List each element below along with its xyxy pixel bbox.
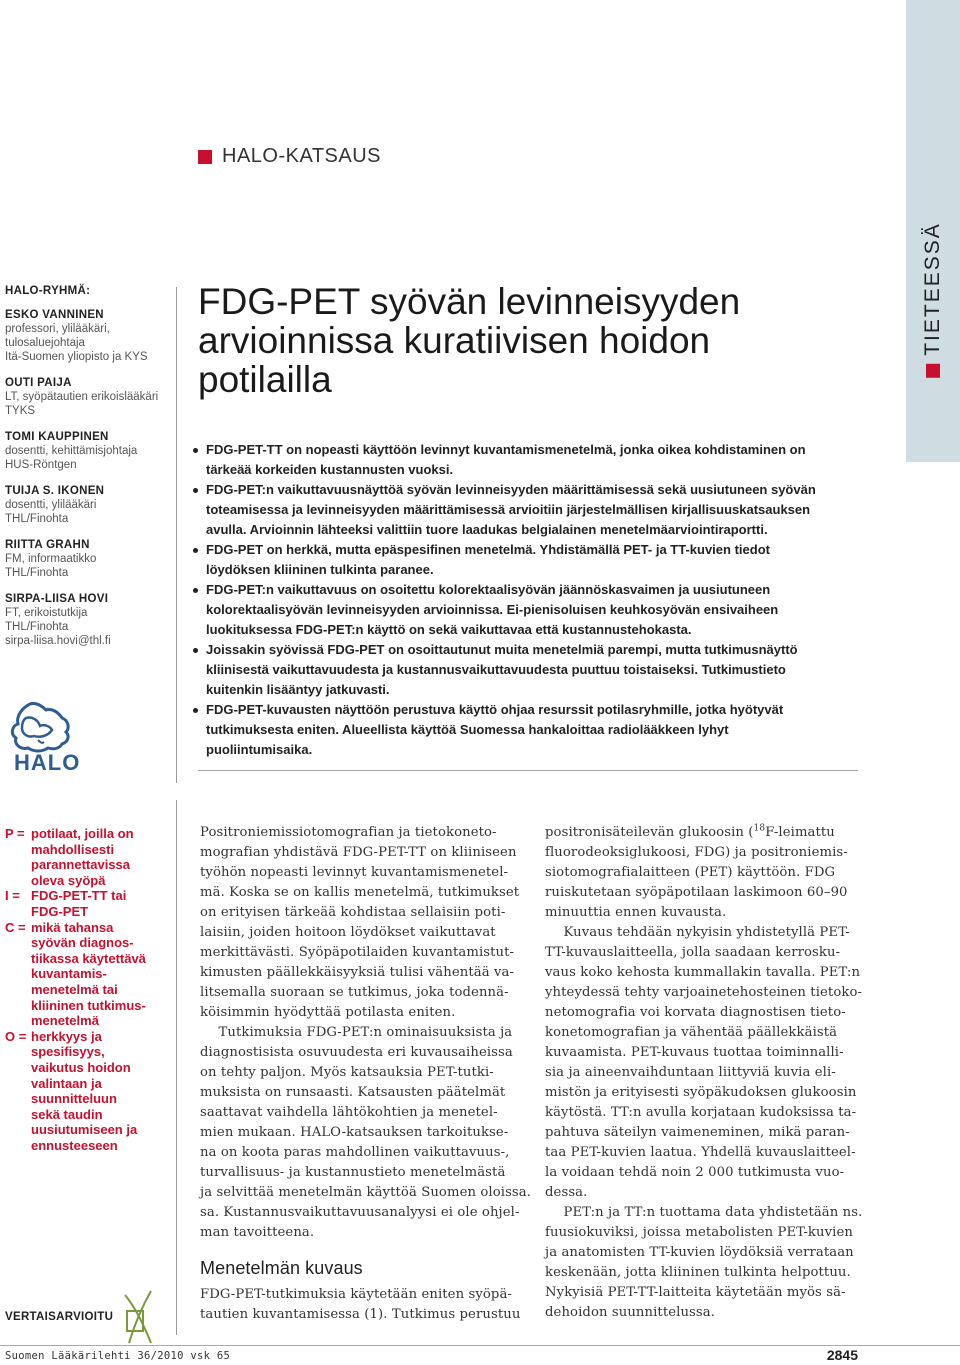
paragraph-line: minuuttia ennen kuvausta.	[545, 905, 727, 920]
paragraph-line: netomografia voi korvata diagnostisen tieto-	[545, 1005, 846, 1020]
paragraph-line: mistön ja erityisesti syöpäkudoksen glukoosin	[545, 1085, 857, 1100]
pico-value-line: valintaan ja	[31, 1075, 102, 1091]
paragraph-line: Tutkimuksia FDG-PET:n ominaisuuksista ja	[218, 1025, 513, 1040]
key-point-line: kliinisestä vaikuttavuudesta ja kustannusvaikuttavuudesta puuttuu toistaiseksi. Tutkimustieto	[206, 662, 786, 677]
key-point-line: FDG-PET-kuvausten näyttöön perustuva käyttö ohjaa resurssit potilasryhmille, jotka hyötyvät	[206, 702, 784, 717]
key-point-line: luokituksessa FDG-PET:n käyttö on sekä vaikuttavaa että kustannustehokasta.	[206, 622, 692, 637]
pico-value-line: mikä tahansa	[31, 919, 114, 935]
paragraph-line: merkittävästi. Syöpäpotilaiden kuvantamistut-	[200, 945, 515, 960]
pico-value-line: oleva syöpä	[31, 872, 106, 888]
paragraph-line: Nykyisiä PET-TT-laitteita käytetään myös sä-	[545, 1285, 846, 1300]
paragraph	[545, 1203, 865, 1323]
paragraph	[200, 1023, 532, 1243]
divider	[176, 800, 177, 1335]
paragraph-line: yhteydessä tehty varjoainetehosteinen tietoko-	[545, 985, 863, 1000]
peer-reviewed-badge	[5, 1287, 157, 1347]
pico-row	[5, 920, 175, 1029]
author-detail: tulosaluejohtaja	[5, 337, 85, 349]
section-label-text: TIETEESSÄ	[921, 222, 944, 356]
key-point-line: tärkeää korkeiden kustannusten vuoksi.	[206, 462, 454, 477]
key-point-line: löydöksen kliininen tulkinta paranee.	[206, 562, 434, 577]
paragraph-line: kimusten päällekkäisyyksiä tulisi vähentää va-	[200, 965, 515, 980]
pico-value-line: ennusteeseen	[31, 1137, 118, 1153]
paragraph-line: konetomografian ja vähentää päällekkäistä	[545, 1025, 838, 1040]
paragraph	[545, 843, 865, 923]
author-detail: THL/Finohta	[5, 567, 69, 579]
key-point	[193, 440, 858, 480]
key-point-line: FDG-PET:n vaikuttavuus on osoitettu kolorektaalisyövän jäännöskasvaimen ja uusiutuneen	[206, 582, 771, 597]
key-point-line: tutkimuksesta eniten. Alueellista käyttöä Suomessa hankaloittaa radiolääkkeen lyhyt	[206, 722, 729, 737]
author-name: RIITTA GRAHN	[5, 539, 90, 551]
paragraph-line: tautien kuvantamisessa (1). Tutkimus perustuu	[200, 1307, 521, 1322]
paragraph-line: ja selvittää menetelmän käyttöä Suomen oloissa.	[200, 1185, 532, 1200]
author-detail: Itä-Suomen yliopisto ja KYS	[5, 351, 148, 363]
paragraph-line: turvallisuus- ja kustannustieto menetelmästä	[200, 1165, 506, 1180]
pico-row	[5, 1029, 175, 1154]
paragraph-line: FDG-PET-tutkimuksia käytetään eniten syöpä-	[200, 1287, 512, 1302]
paragraph-line: ruiskutetaan syöpäpotilaan laskimoon 60–90	[545, 885, 848, 900]
author-detail: LT, syöpätautien erikoislääkäri	[5, 391, 159, 403]
body-column-1	[200, 823, 532, 1325]
author-detail: TYKS	[5, 405, 36, 417]
paragraph	[200, 823, 520, 1023]
paragraph-line: sa. Kustannusvaikuttavuusanalyysi ei ole ohjel-	[200, 1205, 520, 1220]
pico-value	[31, 888, 175, 919]
author-sidebar	[5, 284, 175, 660]
paragraph-line: muksista on runsaasti. Katsausten päätelmät	[200, 1085, 506, 1100]
paragraph-line: pahtuva säteilyn vaimeneminen, mikä paran-	[545, 1125, 850, 1140]
author-name: ESKO VANNINEN	[5, 309, 104, 321]
pico-value-line: suunnitteluun	[31, 1091, 117, 1107]
red-square-icon	[198, 150, 212, 164]
author-entry	[5, 430, 175, 472]
paragraph-line: diagnostisista osuvuudesta eri kuvausaiheissa	[200, 1045, 513, 1060]
pico-value	[31, 1029, 175, 1154]
title-line: potilailla	[198, 359, 332, 400]
pico-key: I =	[5, 888, 20, 904]
author-group-heading: HALO-RYHMÄ:	[5, 285, 91, 297]
paragraph-line: litsemalla suoraan se tutkimus, joka todennä-	[200, 985, 509, 1000]
pico-value-line: kliininen tutkimus-	[31, 997, 146, 1013]
footer-divider	[0, 1345, 960, 1346]
paragraph-line: käytöstä. TT:n avulla korjataan kudoksissa ta-	[545, 1105, 857, 1120]
paragraph-line: na on koota paras mahdollinen vaikuttavuus-,	[200, 1145, 510, 1160]
pico-row	[5, 888, 175, 919]
pico-value-line: parannettavissa	[31, 857, 130, 873]
pico-value-line: herkkyys ja	[31, 1028, 102, 1044]
author-entry	[5, 592, 175, 648]
divider	[198, 770, 858, 771]
paragraph-line: laisiin, joiden hoitoon löydökset vaikuttavat	[200, 925, 496, 940]
pico-key: O =	[5, 1028, 27, 1044]
pico-row	[5, 826, 175, 888]
section-heading: Menetelmän kuvaus	[200, 1258, 363, 1278]
paragraph-line: on tehty paljon. Myös katsauksia PET-tutki-	[200, 1065, 494, 1080]
paragraph-line: PET:n ja TT:n tuottama data yhdistetään ns.	[563, 1205, 863, 1220]
article-category	[198, 145, 381, 168]
article-category-label: HALO-KATSAUS	[222, 145, 381, 167]
pico-value-line: tiikassa käytettävä	[31, 950, 146, 966]
paragraph-line: on erityisen tärkeää kohdistaa sellaisiin poti-	[200, 905, 506, 920]
paragraph-line: la voidaan tehdä noin 2 000 tutkimusta vuo-	[545, 1165, 845, 1180]
paragraph-line: keskenään, jotta kliininen tulkinta helpottuu.	[545, 1265, 851, 1280]
pico-value-line: FDG-PET	[31, 903, 89, 919]
page-number: 2845	[826, 1347, 858, 1363]
paragraph-line: fluorodeoksiglukoosi, FDG) ja positroniemis-	[545, 845, 848, 860]
title-line: FDG-PET syövän levinneisyyden	[198, 281, 741, 322]
pico-value-line: kuvantamis-	[31, 966, 107, 982]
key-point	[193, 700, 858, 760]
key-point-line: kolorektaalisyövän levinneisyyden arvioinnissa. Ei-pienisoluisen keuhkosyövän ensivaiheen	[206, 602, 779, 617]
paragraph-line: dehoidon suunnittelussa.	[545, 1305, 716, 1320]
author-detail: professori, ylilääkäri,	[5, 323, 110, 335]
pico-box	[5, 826, 175, 1153]
peer-reviewed-label: VERTAISARVIOITU	[5, 1311, 114, 1323]
divider	[176, 287, 177, 783]
paragraph-line: siotomografialaitteen (PET) käyttöön. FDG	[545, 865, 836, 880]
paragraph-line: ja anatomisten TT-kuvien löydöksiä verrataan	[545, 1245, 854, 1260]
pico-value-line: vaikutus hoidon	[31, 1059, 131, 1075]
pico-value-line: potilaat, joilla on	[31, 826, 134, 841]
author-detail: dosentti, ylilääkäri	[5, 499, 97, 511]
key-point	[193, 580, 858, 640]
paragraph-line: mografian yhdistävä FDG-PET-TT on kliiniseen	[200, 845, 517, 860]
key-point	[193, 540, 858, 580]
paragraph-line: saattavat vaihdella lähtökohtien ja menetel-	[200, 1105, 498, 1120]
key-point-line: puoliintumisaika.	[206, 742, 313, 757]
pico-value	[31, 826, 175, 888]
author-list	[5, 308, 175, 648]
author-name: SIRPA-LIISA HOVI	[5, 593, 109, 605]
author-name: TUIJA S. IKONEN	[5, 485, 105, 497]
paragraph-line: dessa.	[545, 1185, 588, 1200]
paragraph-line: Positroniemissiotomografian ja tietokoneto-	[200, 825, 497, 840]
key-point-line: FDG-PET:n vaikuttavuusnäyttöä syövän levinneisyyden määrittämisessä sekä uusiutuneen syövän	[206, 482, 816, 497]
pico-value	[31, 920, 175, 1029]
logo-wordmark: HALO	[14, 750, 81, 775]
paragraph-line: köisimmin hyödyttää potilasta eniten.	[200, 1005, 456, 1020]
paragraph-line: man tavoitteena.	[200, 1225, 315, 1240]
pico-value-line: menetelmä	[31, 1013, 99, 1029]
section-label	[906, 150, 960, 450]
author-entry	[5, 484, 175, 526]
author-detail: dosentti, kehittämisjohtaja	[5, 445, 138, 457]
key-point-line: FDG-PET-TT on nopeasti käyttöön levinnyt kuvantamismenetelmä, jonka oikea kohdistaminen on	[206, 442, 806, 457]
body-column-2	[545, 823, 865, 1323]
key-point-line: Joissakin syövissä FDG-PET on osoittautunut muita menetelmiä parempi, mutta tutkimusnäyttö	[206, 642, 798, 657]
paragraph	[200, 1285, 520, 1325]
author-detail: THL/Finohta	[5, 621, 69, 633]
author-name: TOMI KAUPPINEN	[5, 431, 109, 443]
pico-key: P =	[5, 826, 25, 841]
journal-citation: Suomen Lääkärilehti 36/2010 vsk 65	[5, 1350, 231, 1362]
pico-value-line: spesifisyys,	[31, 1044, 105, 1060]
author-name: OUTI PAIJA	[5, 377, 72, 389]
paragraph-line: mien mukaan. HALO-katsauksen tarkoitukse-	[200, 1125, 509, 1140]
pico-value-line: mahdollisesti	[31, 841, 115, 857]
pico-value-line: syövän diagnos-	[31, 935, 134, 951]
author-entry	[5, 376, 175, 418]
paragraph-line: fuusiokuviksi, joissa metabolisten PET-kuvien	[545, 1225, 853, 1240]
key-point-line: avulla. Arvioinnin lähteeksi valittiin tuore laadukas belgialainen menetelmäarviointiraportti.	[206, 522, 768, 537]
paragraph-line: mä. Koska se on kallis menetelmä, tutkimukset	[200, 885, 520, 900]
paragraph-line: TT-kuvauslaitteella, jolla saadaan kerrosku-	[545, 945, 841, 960]
author-detail: HUS-Röntgen	[5, 459, 77, 471]
key-point-line: toteamisessa ja levinneisyyden määrittämisessä arvioitiin järjestelmällisen kirjallisuuskatsauksen	[206, 502, 811, 517]
author-entry	[5, 538, 175, 580]
author-detail: sirpa-liisa.hovi@thl.fi	[5, 635, 111, 647]
peer-reviewed-icon	[121, 1287, 157, 1347]
article-title	[198, 282, 858, 399]
author-detail: FM, informaatikko	[5, 553, 97, 565]
title-line: arvioinnissa kuratiivisen hoidon	[198, 320, 711, 361]
pico-value-line: sekä taudin	[31, 1106, 103, 1122]
halo-logo	[8, 700, 81, 775]
paragraph	[545, 923, 865, 1203]
pico-value-line: menetelmä tai	[31, 981, 118, 997]
key-point-line: FDG-PET on herkkä, mutta epäspesifinen menetelmä. Yhdistämällä PET- ja TT-kuvien tiedot	[206, 542, 770, 557]
paragraph-line: positronisäteilevän glukoosin ($^{18}$F-leimattu	[545, 823, 835, 840]
key-points-list	[193, 440, 858, 760]
paragraph-line: Kuvaus tehdään nykyisin yhdistetyllä PET-	[563, 925, 850, 940]
pico-value-line: FDG-PET-TT tai	[31, 888, 127, 904]
paragraph-line: taa PET-kuvien laatua. Yhdellä kuvauslaitteel-	[545, 1145, 856, 1160]
key-point	[193, 640, 858, 700]
paragraph-line: kuvaamista. PET-kuvaus tuottaa toiminnalli-	[545, 1045, 844, 1060]
author-detail: FT, erikoistutkija	[5, 607, 88, 619]
key-point	[193, 480, 858, 540]
author-entry	[5, 308, 175, 364]
paragraph-line: vaus koko kehosta kummallakin tavalla. PET:n	[545, 965, 861, 980]
red-square-icon	[926, 364, 940, 378]
author-detail: THL/Finohta	[5, 513, 69, 525]
pico-key: C =	[5, 919, 26, 935]
pico-value-line: uusiutumiseen ja	[31, 1122, 138, 1138]
paragraph-line: työhön nopeasti levinnyt kuvantamismenetel-	[200, 865, 509, 880]
key-point-line: kuitenkin lisääntyy jatkuvasti.	[206, 682, 390, 697]
paragraph-line: sia ja aineenvaihduntaan liittyviä kuvia eli-	[545, 1065, 836, 1080]
